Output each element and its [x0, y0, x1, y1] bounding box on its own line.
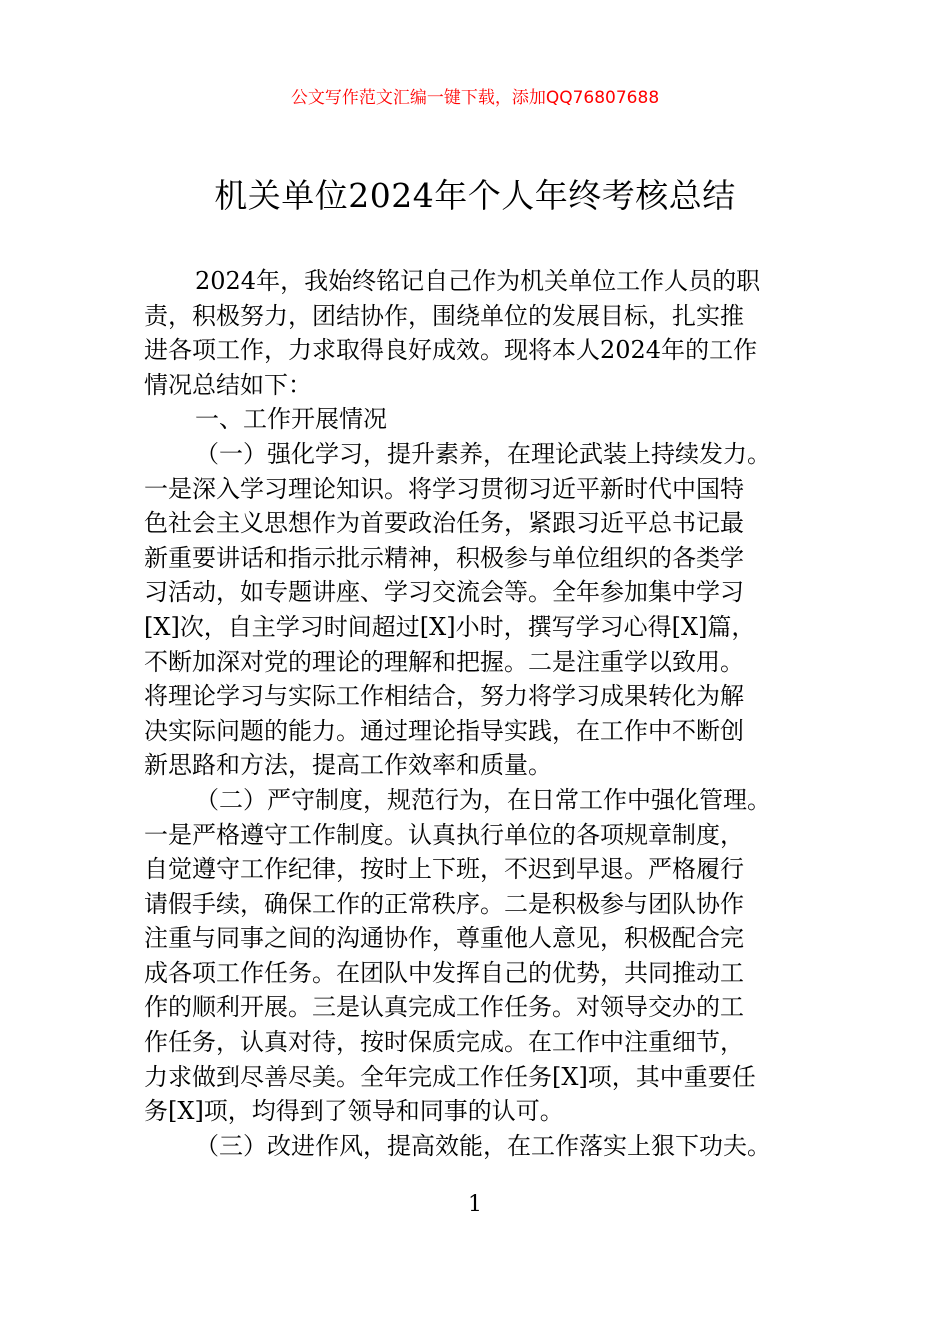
paragraph-line: 不断加深对党的理论的理解和把握。二是注重学以致用。 [144, 647, 744, 676]
paragraph-line: 自觉遵守工作纪律，按时上下班，不迟到早退。严格履行 [144, 855, 744, 884]
paragraph-line: 作的顺利开展。三是认真完成工作任务。对领导交办的工 [144, 993, 744, 1022]
paragraph-line: 务[X]项，均得到了领导和同事的认可。 [144, 1097, 564, 1126]
paragraph-line: 将理论学习与实际工作相结合，努力将学习成果转化为解 [144, 682, 744, 711]
paragraph-line: 色社会主义思想作为首要政治任务，紧跟习近平总书记最 [144, 509, 744, 538]
paragraph-line: 新重要讲话和指示批示精神，积极参与单位组织的各类学 [144, 543, 744, 572]
paragraph-line: 2024年，我始终铭记自己作为机关单位工作人员的职 [195, 267, 761, 295]
paragraph-line: [X]次，自主学习时间超过[X]小时，撰写学习心得[X]篇， [144, 612, 756, 641]
subsection-heading: （一）强化学习，提升素养，在理论武装上持续发力。 [195, 439, 771, 468]
paragraph-line: 注重与同事之间的沟通协作，尊重他人意见，积极配合完 [144, 924, 744, 953]
paragraph-line: 成各项工作任务。在团队中发挥自己的优势，共同推动工 [144, 958, 744, 987]
paragraph-line: 一是严格遵守工作制度。认真执行单位的各项规章制度， [144, 820, 744, 849]
paragraph-line: 进各项工作，力求取得良好成效。现将本人2024年的工作 [144, 336, 758, 365]
subsection-heading: （二）严守制度，规范行为，在日常工作中强化管理。 [195, 785, 771, 814]
document-title: 机关单位2024年个人年终考核总结 [214, 176, 736, 215]
paragraph-line: 新思路和方法，提高工作效率和质量。 [144, 751, 552, 780]
paragraph-line: 一是深入学习理论知识。将学习贯彻习近平新时代中国特 [144, 474, 744, 503]
section-heading: 一、工作开展情况 [195, 405, 387, 434]
paragraph-line: 请假手续，确保工作的正常秩序。二是积极参与团队协作 [144, 889, 744, 918]
paragraph-line: 力求做到尽善尽美。全年完成工作任务[X]项，其中重要任 [144, 1062, 756, 1091]
document-body [144, 264, 808, 1163]
download-promo-note: 公文写作范文汇编一键下载，添加QQ76807688 [290, 88, 660, 108]
paragraph-line: 决实际问题的能力。通过理论指导实践，在工作中不断创 [144, 716, 744, 745]
page-number: 1 [468, 1192, 482, 1217]
paragraph-line: 责，积极努力，团结协作，围绕单位的发展目标，扎实推 [144, 301, 744, 330]
paragraph-line: 情况总结如下： [144, 370, 312, 399]
paragraph-line: 作任务，认真对待，按时保质完成。在工作中注重细节， [144, 1028, 744, 1057]
subsection-heading: （三）改进作风，提高效能，在工作落实上狠下功夫。 [195, 1131, 771, 1160]
paragraph-line: 习活动，如专题讲座、学习交流会等。全年参加集中学习 [144, 578, 744, 607]
